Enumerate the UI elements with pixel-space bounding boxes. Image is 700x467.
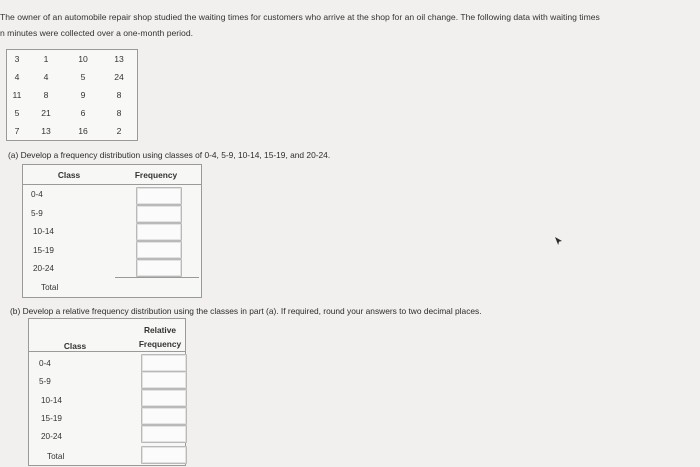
data-cell: 11 <box>12 90 22 100</box>
class-column-header: Class <box>57 170 81 180</box>
data-cell: 3 <box>14 54 20 64</box>
problem-intro <box>0 9 690 41</box>
total-label: Total <box>41 283 59 292</box>
class-label: 20-24 <box>41 432 62 441</box>
mouse-cursor-icon <box>554 236 564 246</box>
total-label: Total <box>47 452 65 461</box>
data-cell: 13 <box>41 126 51 136</box>
relative-frequency-header-line1: Relative <box>143 325 177 335</box>
class-label: 10-14 <box>41 396 62 405</box>
part-b-question: (b) Develop a relative frequency distribution using the classes in part (a). If required, round your answers to two decimal places. <box>10 306 482 316</box>
data-cell: 21 <box>41 108 51 118</box>
frequency-input-20-24[interactable] <box>136 259 182 277</box>
data-cell: 2 <box>116 126 122 136</box>
class-label: 0-4 <box>39 359 51 368</box>
relative-frequency-input-15-19[interactable] <box>141 407 187 425</box>
relative-frequency-input-10-14[interactable] <box>141 389 187 407</box>
class-label: 5-9 <box>31 209 43 218</box>
relative-frequency-input-0-4[interactable] <box>141 354 187 372</box>
data-cell: 8 <box>116 90 122 100</box>
relative-frequency-input-20-24[interactable] <box>141 425 187 443</box>
frequency-input-5-9[interactable] <box>136 205 182 223</box>
relative-frequency-header-line2: Frequency <box>138 339 182 349</box>
data-cell: 4 <box>14 72 20 82</box>
relative-frequency-input-total[interactable] <box>141 446 187 464</box>
frequency-column-header: Frequency <box>134 170 178 180</box>
frequency-input-0-4[interactable] <box>136 187 182 205</box>
data-cell: 8 <box>116 108 122 118</box>
relative-frequency-input-5-9[interactable] <box>141 371 187 389</box>
table-row <box>7 122 138 141</box>
frequency-input-10-14[interactable] <box>136 223 182 241</box>
data-cell: 10 <box>78 54 88 64</box>
relative-frequency-table <box>28 318 186 466</box>
total-divider <box>115 277 199 278</box>
class-label: 10-14 <box>33 227 54 236</box>
table-row <box>7 86 138 104</box>
class-column-header: Class <box>63 341 87 351</box>
table-row <box>7 68 138 86</box>
data-cell: 13 <box>114 54 124 64</box>
data-cell: 8 <box>43 90 49 100</box>
class-label: 15-19 <box>41 414 62 423</box>
table-row <box>7 50 138 69</box>
data-cell: 4 <box>43 72 49 82</box>
header-divider <box>23 184 201 185</box>
waiting-times-data-table <box>6 49 138 141</box>
data-cell: 5 <box>14 108 20 118</box>
intro-line-1: The owner of an automobile repair shop studied the waiting times for customers who arrive at the shop for an oil change. The following data with waiting times <box>0 12 600 22</box>
class-label: 0-4 <box>31 190 43 199</box>
data-cell: 16 <box>78 126 88 136</box>
data-cell: 9 <box>80 90 86 100</box>
class-label: 5-9 <box>39 377 51 386</box>
part-a-question: (a) Develop a frequency distribution using classes of 0-4, 5-9, 10-14, 15-19, and 20-24. <box>8 150 331 160</box>
data-cell: 24 <box>114 72 124 82</box>
class-label: 15-19 <box>33 246 54 255</box>
data-cell: 6 <box>80 108 86 118</box>
data-cell: 7 <box>14 126 20 136</box>
header-divider <box>29 351 185 352</box>
data-cell: 1 <box>43 54 49 64</box>
data-cell: 5 <box>80 72 86 82</box>
table-row <box>7 104 138 122</box>
class-label: 20-24 <box>33 264 54 273</box>
intro-line-2: n minutes were collected over a one-month period. <box>0 28 193 38</box>
frequency-table <box>22 164 202 298</box>
frequency-input-15-19[interactable] <box>136 241 182 259</box>
